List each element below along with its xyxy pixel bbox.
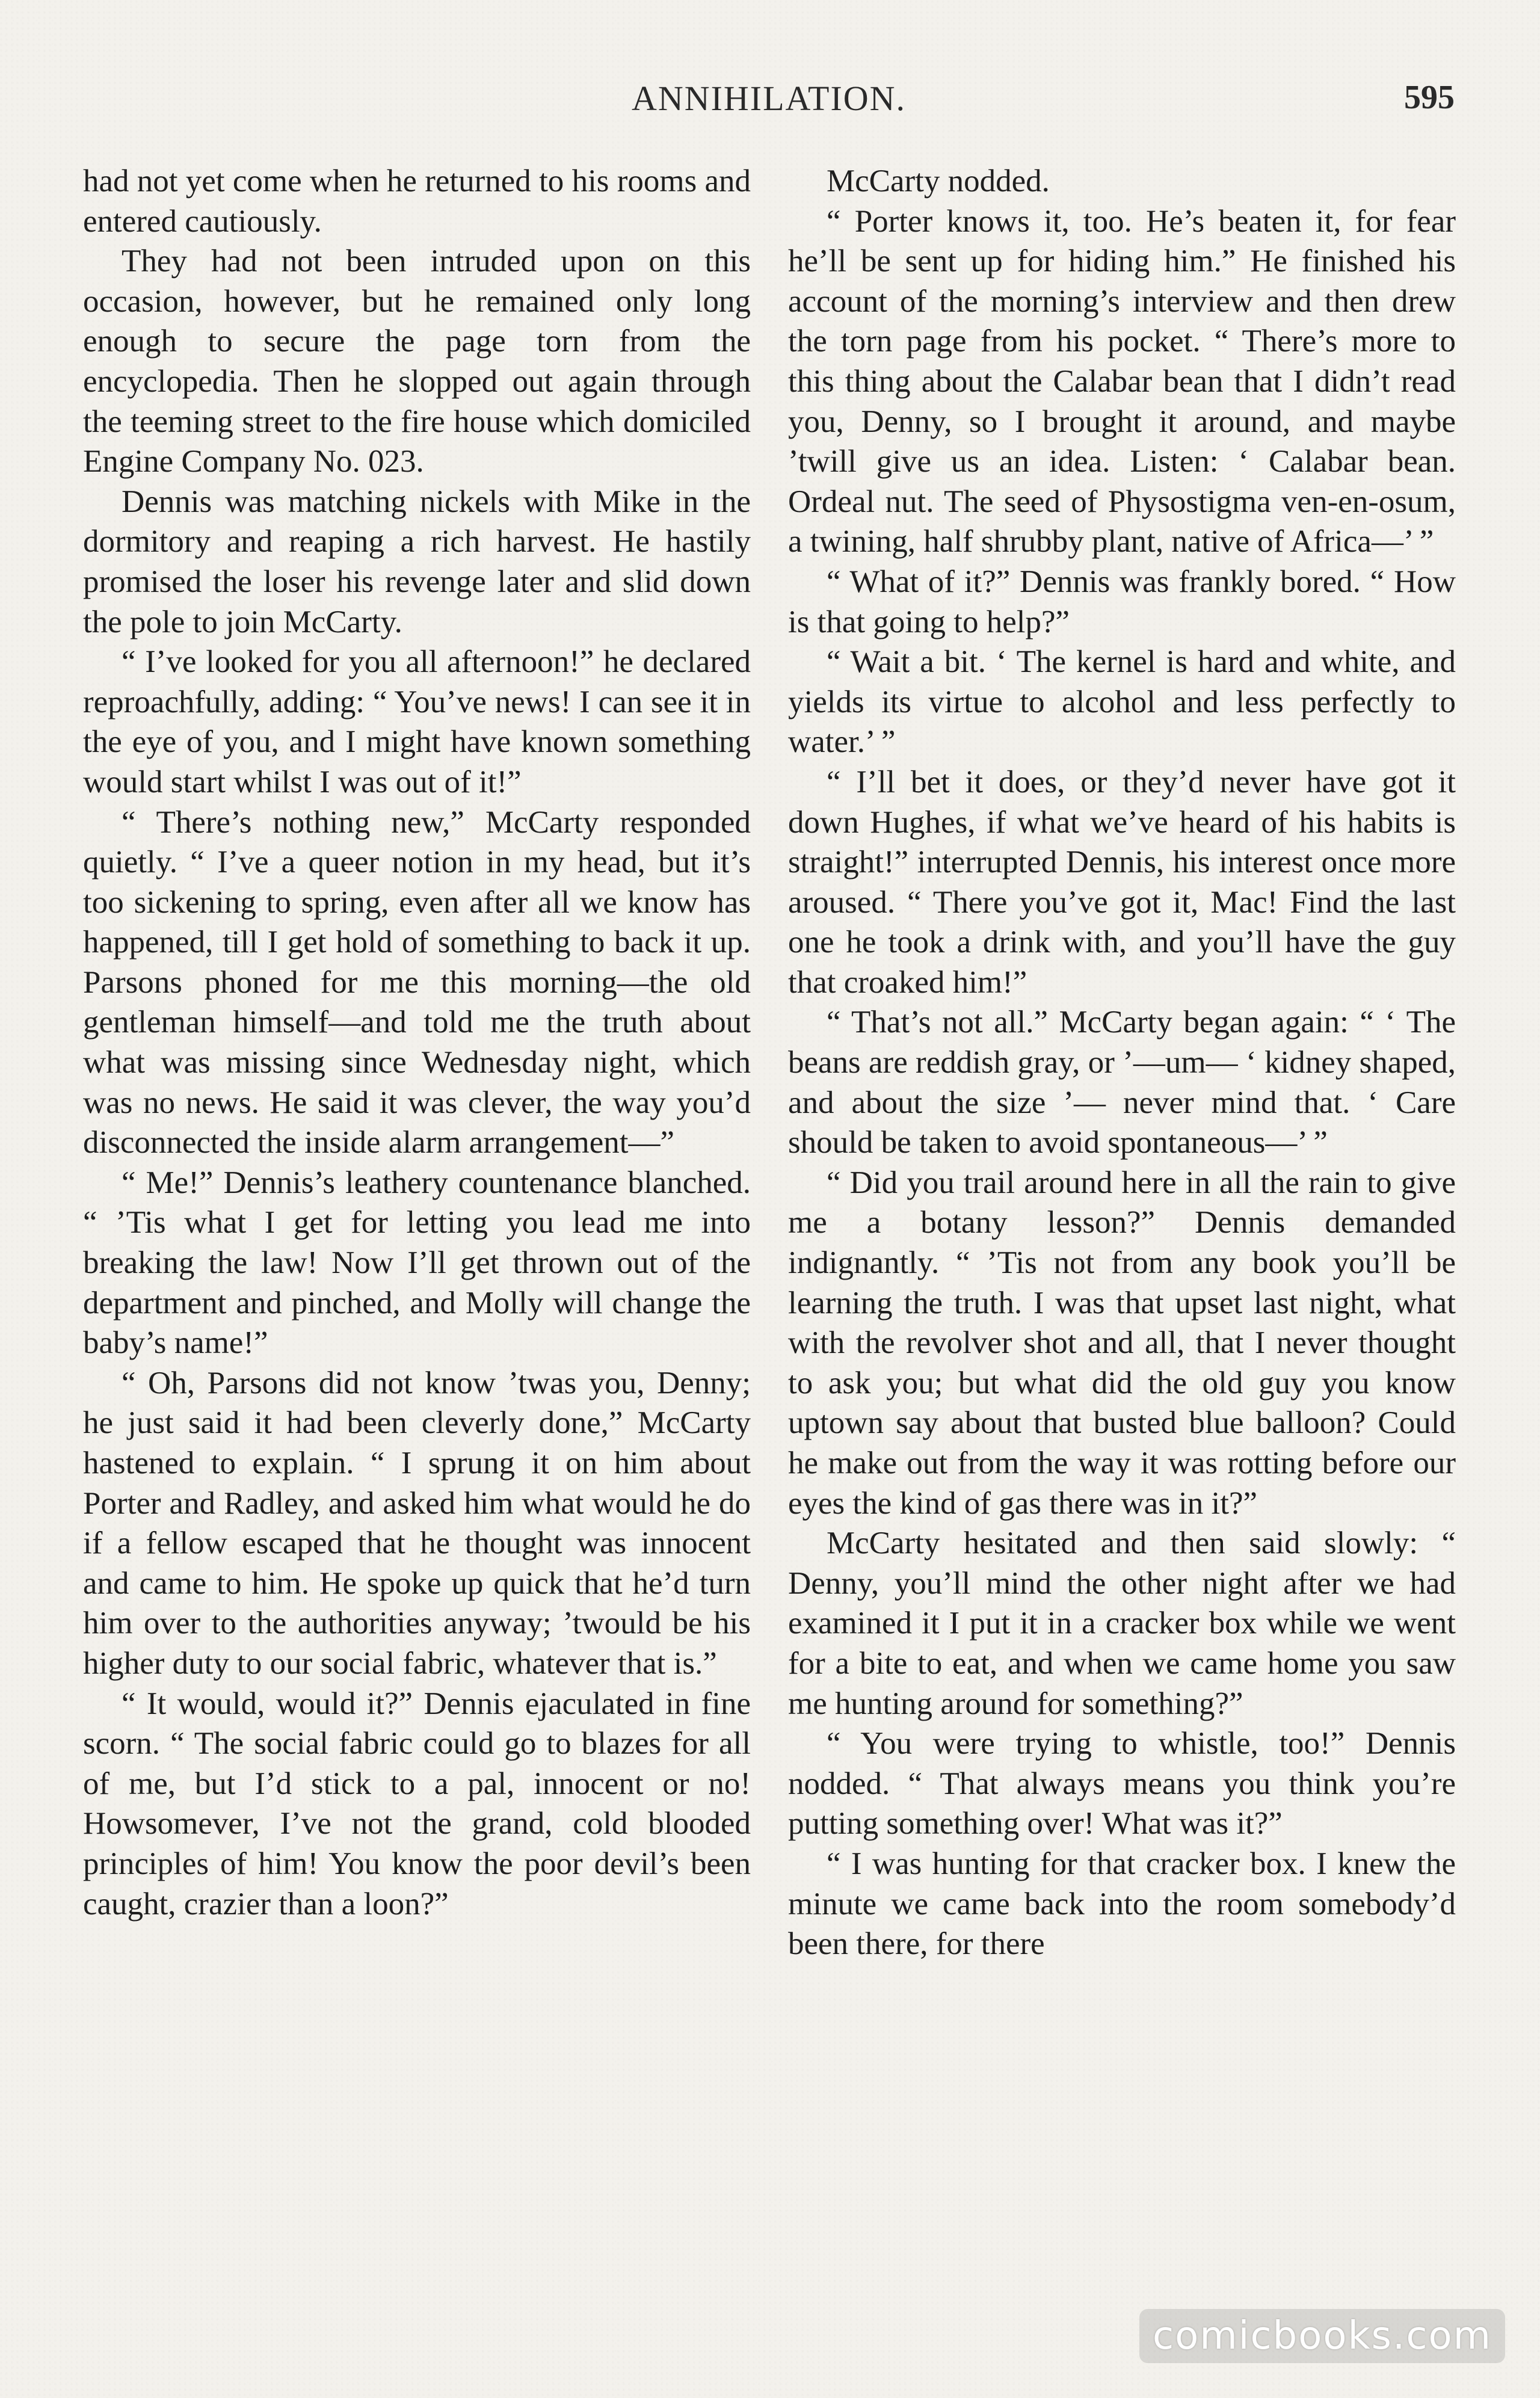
paragraph: Dennis was matching nickels with Mike in the dormitory and reaping a rich harvest. He hastily promised the loser his revenge later and slid down the pole to join McCarty. — [83, 484, 751, 640]
paragraph: “ I’ve looked for you all afternoon!” he declared reproachfully, adding: “ You’ve news! I can see it in the eye of you, and I might have known something would start whilst I was out of it!” — [83, 644, 751, 800]
paragraph: “ Porter knows it, too. He’s beaten it, for fear he’ll be sent up for hiding him.” He finished his account of the morning’s interview and then drew the torn page from his pocket. “ There’s more to this thing about the Calabar bean that I didn’t read you, Denny, so I brought it around, and maybe ’twill give us an idea. Listen: ‘ Calabar bean. Ordeal nut. The seed of Physostigma ven-en-osum, a twining, half shrubby plant, native of Africa—’ ” — [788, 203, 1456, 559]
running-title: ANNIHILATION. — [631, 79, 907, 118]
paragraph: “ Oh, Parsons did not know ’twas you, Denny; he just said it had been cleverly done,” McCarty hastened to explain. “ I sprung it on him about Porter and Radley, and asked him what would he do if a fellow escaped that he thought was innocent and came to him. He spoke up quick that he’d turn him over to the authorities anyway; ’twould be his higher duty to our social fabric, whatever that is.” — [83, 1365, 751, 1681]
right-text-column — [788, 161, 1456, 1964]
paragraph: “ I was hunting for that cracker box. I knew the minute we came back into the room somebody’d been there, for there — [788, 1846, 1456, 1962]
paragraph: “ What of it?” Dennis was frankly bored. “ How is that going to help?” — [788, 564, 1456, 640]
paragraph: “ That’s not all.” McCarty began again: “ ‘ The beans are reddish gray, or ’—um— ‘ kidney shaped, and about the size ’— never mind that. ‘ Care should be taken to avoid spontaneous—’ ” — [788, 1005, 1456, 1160]
paragraph: McCarty hesitated and then said slowly: “ Denny, you’ll mind the other night after we had examined it I put it in a cracker box while we went for a bite to eat, and when we came home you saw me hunting around for something?” — [788, 1526, 1456, 1721]
source-watermark: comicbooks.com — [1139, 2309, 1505, 2363]
paragraph: “ Wait a bit. ‘ The kernel is hard and white, and yields its virtue to alcohol and less perfectly to water.’ ” — [788, 644, 1456, 760]
paragraph: “ You were trying to whistle, too!” Dennis nodded. “ That always means you think you’re putting something over! What was it?” — [788, 1726, 1456, 1842]
page-number: 595 — [1404, 79, 1455, 116]
paragraph: had not yet come when he returned to his rooms and entered cautiously. — [83, 164, 751, 239]
paragraph: They had not been intruded upon on this occasion, however, but he remained only long enough to secure the page torn from the encyclopedia. Then he slopped out again through the teeming street to the fire house which domiciled Engine Company No. 023. — [83, 244, 751, 479]
running-header — [83, 78, 1455, 132]
paragraph: “ Me!” Dennis’s leathery countenance blanched. “ ’Tis what I get for letting you lead me into breaking the law! Now I’ll get thrown out of the department and pinched, and Molly will change the baby’s name!” — [83, 1165, 751, 1361]
paragraph: “ Did you trail around here in all the rain to give me a botany lesson?” Dennis demanded indignantly. “ ’Tis not from any book you’ll be learning the truth. I was that upset last night, what with the revolver shot and all, that I never thought to ask you; but what did the old guy you know uptown say about that busted blue balloon? Could he make out from the way it was rotting before our eyes the kind of gas there was in it?” — [788, 1165, 1456, 1521]
left-text-column — [83, 161, 751, 1924]
paragraph: McCarty nodded. — [827, 164, 1050, 199]
paragraph: “ It would, would it?” Dennis ejaculated in fine scorn. “ The social fabric could go to blazes for all of me, but I’d stick to a pal, innocent or no! Howsomever, I’ve not the grand, cold blooded principles of him! You know the poor devil’s been caught, crazier than a loon?” — [83, 1686, 751, 1922]
paragraph: “ There’s nothing new,” McCarty responded quietly. “ I’ve a queer notion in my head, but it’s too sickening to spring, even after all we know has happened, till I get hold of something to back it up. Parsons phoned for me this morning—the old gentleman himself—and told me the truth about what was missing since Wednesday night, which was no news. He said it was clever, the way you’d disconnected the inside alarm arrangement—” — [83, 804, 751, 1160]
paragraph: “ I’ll bet it does, or they’d never have got it down Hughes, if what we’ve heard of his habits is straight!” interrupted Dennis, his interest once more aroused. “ There you’ve got it, Mac! Find the last one he took a drink with, and you’ll have the guy that croaked him!” — [788, 764, 1456, 1000]
